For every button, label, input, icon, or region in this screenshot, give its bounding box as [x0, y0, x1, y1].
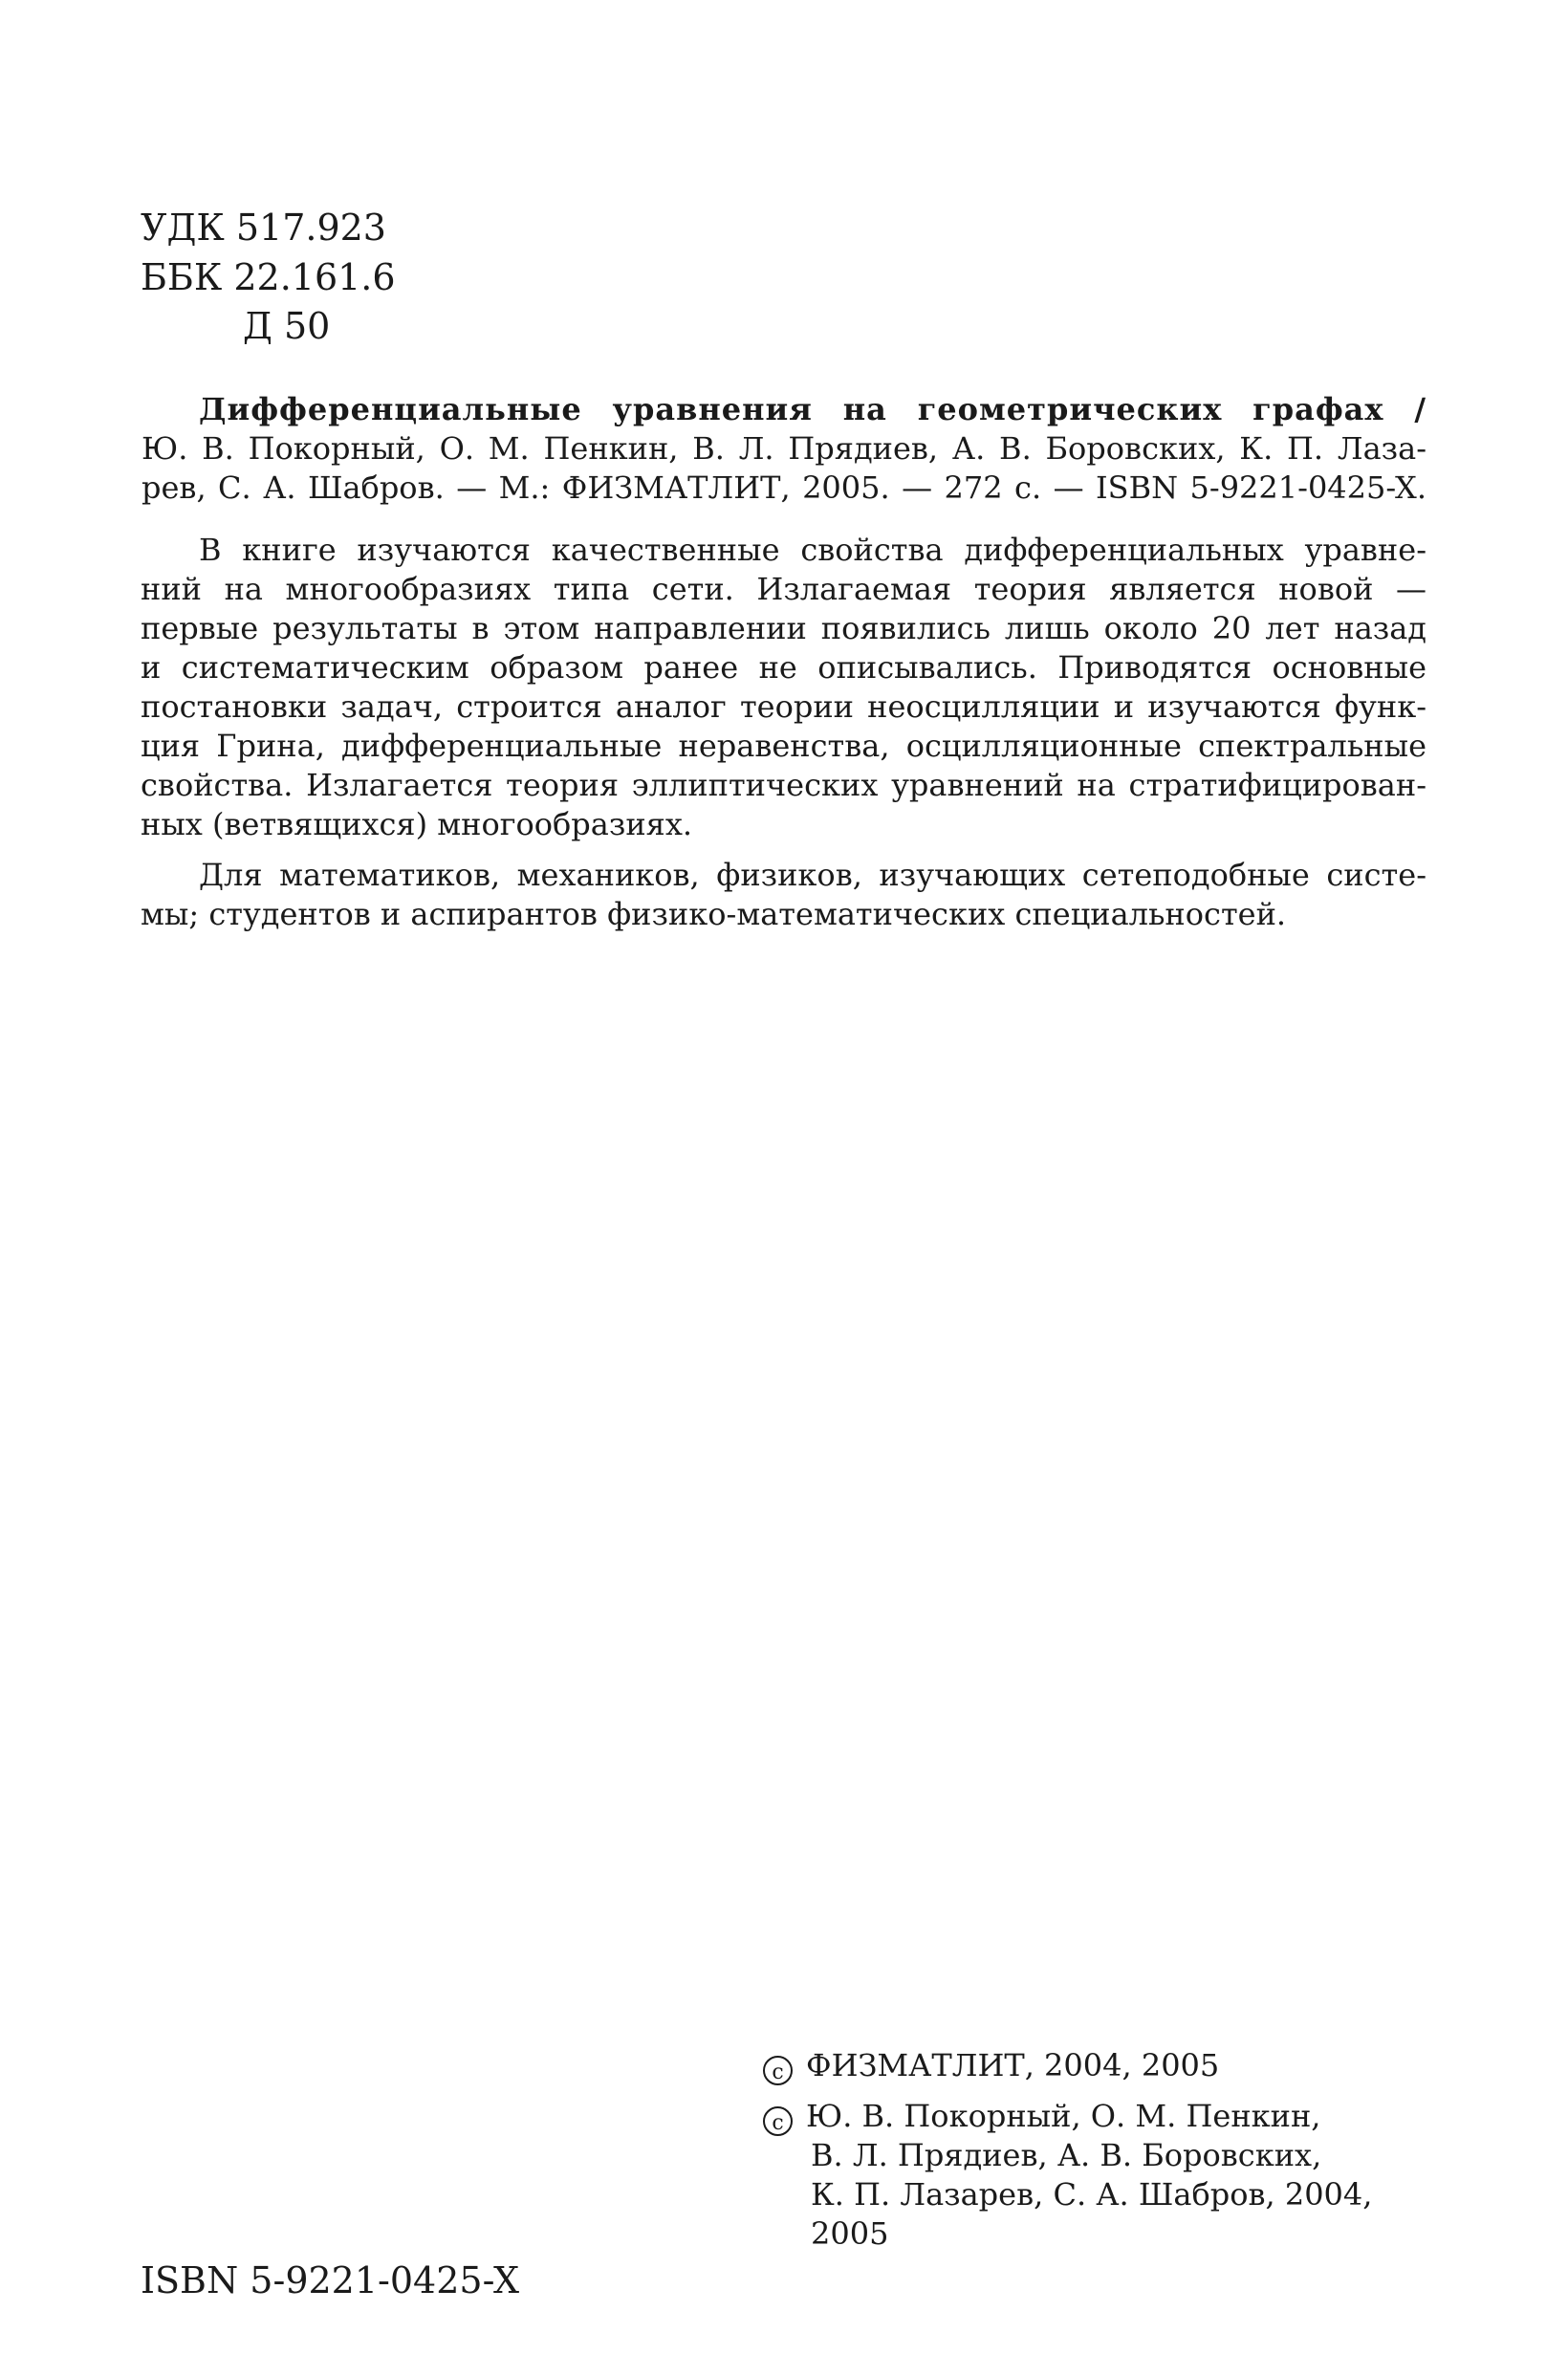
bibliographic-record: [142, 390, 1426, 508]
annotation-paragraph: [141, 531, 1426, 844]
annotation-line: мы; студентов и аспирантов физико-математических специальностей.: [141, 896, 1287, 932]
annotation-line: свойства. Излагается теория эллиптических уравнений на стратифицирован-: [141, 767, 1426, 803]
copyright-block: [763, 2046, 1375, 2265]
book-title: Дифференциальные уравнения на геометрических графах /: [199, 391, 1426, 427]
isbn: ISBN 5-9221-0425-X: [141, 2259, 520, 2301]
record-line: Ю. В. Покорный, О. М. Пенкин, В. Л. Прядиев, А. В. Боровских, К. П. Лаза-: [142, 430, 1426, 467]
copyright-authors: c Ю. В. Покорный, О. М. Пенкин, В. Л. Прядиев, А. В. Боровских, К. П. Лазарев, С. А. Шабров, 2004, 2005: [763, 2097, 1375, 2254]
annotation-line: первые результаты в этом направлении появились лишь около 20 лет назад: [141, 610, 1426, 646]
annotation-line: и систематическим образом ранее не описывались. Приводятся основные: [141, 649, 1426, 686]
bbk-code: ББК 22.161.6: [141, 256, 396, 298]
copyright-icon: c: [763, 2056, 793, 2085]
copyright-publisher: c ФИЗМАТЛИТ, 2004, 2005: [763, 2046, 1375, 2085]
copyright-line: В. Л. Прядиев, А. В. Боровских,: [811, 2137, 1322, 2173]
copyright-line: К. П. Лазарев, С. А. Шабров, 2004,: [811, 2176, 1373, 2213]
copyright-line: 2005: [811, 2215, 889, 2252]
annotation-line: ний на многообразиях типа сети. Излагаемая теория является новой —: [141, 571, 1426, 607]
annotation-line: постановки задач, строится аналог теории неосцилляции и изучаются функ-: [141, 688, 1426, 725]
audience-paragraph: [141, 856, 1426, 934]
annotation-line: В книге изучаются качественные свойства дифференциальных уравне-: [199, 532, 1426, 568]
annotation-line: Для математиков, механиков, физиков, изучающих сетеподобные систе-: [199, 857, 1426, 893]
copyright-icon: c: [763, 2106, 793, 2136]
record-line: рев, С. А. Шабров. — М.: ФИЗМАТЛИТ, 2005. — 272 с. — ISBN 5-9221-0425-X.: [142, 469, 1426, 506]
udk-code: УДК 517.923: [141, 207, 386, 249]
annotation-line: ных (ветвящихся) многообразиях.: [141, 806, 693, 842]
annotation: [141, 531, 1426, 946]
author-mark: Д 50: [243, 305, 331, 347]
annotation-line: ция Грина, дифференциальные неравенства, осцилляционные спектральные: [141, 728, 1426, 764]
